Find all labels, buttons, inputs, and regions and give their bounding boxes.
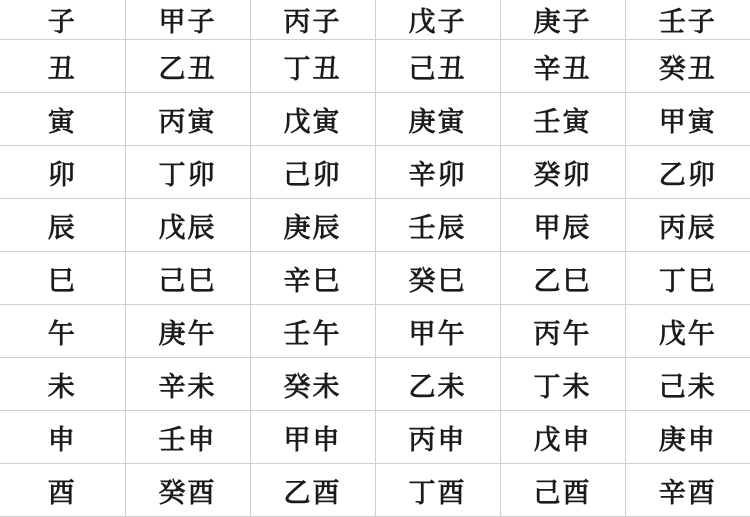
stem-branch-cell: 庚子 [500, 0, 625, 40]
stem-branch-cell: 丁巳 [625, 252, 750, 305]
stem-branch-cell: 壬辰 [375, 199, 500, 252]
stem-branch-cell: 甲寅 [625, 93, 750, 146]
table-row [0, 411, 750, 464]
stem-branch-cell: 壬寅 [500, 93, 625, 146]
stem-branch-cell: 乙卯 [625, 146, 750, 199]
stem-branch-cell: 庚午 [125, 305, 250, 358]
branch-cell: 辰 [0, 199, 125, 252]
branch-cell: 子 [0, 0, 125, 40]
stem-branch-cell: 壬子 [625, 0, 750, 40]
stem-branch-cell: 丙午 [500, 305, 625, 358]
stem-branch-cell: 己酉 [500, 464, 625, 517]
stem-branch-cell: 丁丑 [250, 40, 375, 93]
stem-branch-cell: 辛巳 [250, 252, 375, 305]
stem-branch-cell: 辛酉 [625, 464, 750, 517]
stem-branch-cell: 辛卯 [375, 146, 500, 199]
stem-branch-cell: 癸巳 [375, 252, 500, 305]
table-row [0, 93, 750, 146]
stem-branch-cell: 丙申 [375, 411, 500, 464]
stem-branch-cell: 戊子 [375, 0, 500, 40]
stem-branch-cell: 戊寅 [250, 93, 375, 146]
table-row [0, 305, 750, 358]
stem-branch-cell: 庚寅 [375, 93, 500, 146]
stem-branch-cell: 癸酉 [125, 464, 250, 517]
stem-branch-cell: 己巳 [125, 252, 250, 305]
stem-branch-cell: 丁酉 [375, 464, 500, 517]
stem-branch-cell: 丙寅 [125, 93, 250, 146]
stem-branch-cell: 癸丑 [625, 40, 750, 93]
table-row [0, 199, 750, 252]
stem-branch-cell: 甲辰 [500, 199, 625, 252]
stem-branch-cell: 辛未 [125, 358, 250, 411]
branch-cell: 午 [0, 305, 125, 358]
branch-cell: 巳 [0, 252, 125, 305]
stem-branch-cell: 壬申 [125, 411, 250, 464]
stem-branch-cell: 己卯 [250, 146, 375, 199]
branch-cell: 丑 [0, 40, 125, 93]
branch-cell: 卯 [0, 146, 125, 199]
stem-branch-cell: 乙未 [375, 358, 500, 411]
stem-branch-cell: 甲子 [125, 0, 250, 40]
branch-cell: 申 [0, 411, 125, 464]
stem-branch-cell: 己未 [625, 358, 750, 411]
table-row [0, 252, 750, 305]
stem-branch-cell: 甲申 [250, 411, 375, 464]
stem-branch-cell: 乙丑 [125, 40, 250, 93]
table-row [0, 40, 750, 93]
stem-branch-cell: 戊辰 [125, 199, 250, 252]
stem-branch-cell: 壬午 [250, 305, 375, 358]
stem-branch-cell: 丙辰 [625, 199, 750, 252]
stem-branch-cell: 辛丑 [500, 40, 625, 93]
stem-branch-cell: 甲午 [375, 305, 500, 358]
table-row [0, 464, 750, 517]
stem-branch-cell: 戊申 [500, 411, 625, 464]
stem-branch-cell: 丙子 [250, 0, 375, 40]
table-row [0, 146, 750, 199]
stem-branch-cell: 己丑 [375, 40, 500, 93]
table-row [0, 358, 750, 411]
stem-branch-cell: 丁卯 [125, 146, 250, 199]
branch-cell: 未 [0, 358, 125, 411]
stem-branch-cell: 乙酉 [250, 464, 375, 517]
stem-branch-cell: 戊午 [625, 305, 750, 358]
stem-branch-cell: 丁未 [500, 358, 625, 411]
stem-branch-cell: 庚申 [625, 411, 750, 464]
branch-cell: 酉 [0, 464, 125, 517]
stem-branch-cell: 癸未 [250, 358, 375, 411]
branch-cell: 寅 [0, 93, 125, 146]
stem-branch-cell: 庚辰 [250, 199, 375, 252]
stem-branch-cell: 乙巳 [500, 252, 625, 305]
table-row [0, 0, 750, 40]
stem-branch-cell: 癸卯 [500, 146, 625, 199]
